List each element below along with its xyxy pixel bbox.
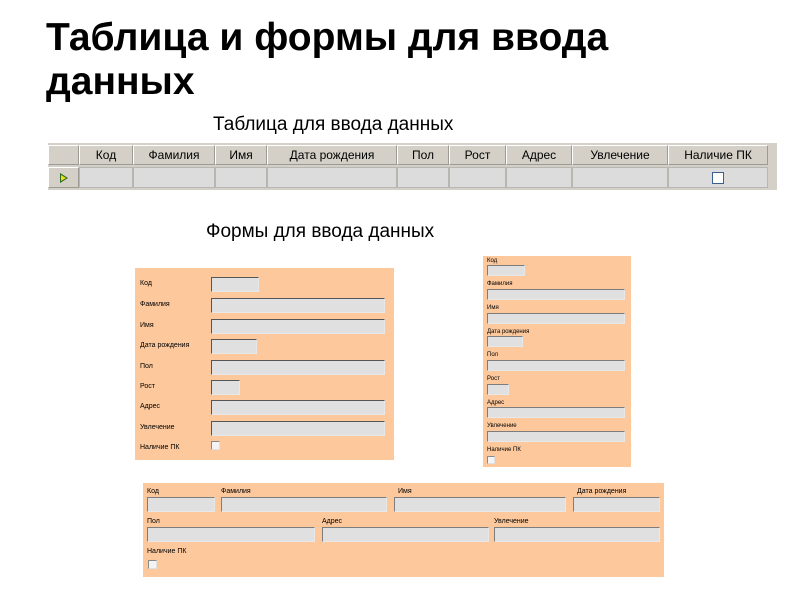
- label-sex: Пол: [140, 363, 153, 370]
- tabular-form: [143, 483, 664, 577]
- label-has-pc: Наличие ПК: [140, 444, 180, 451]
- label-code: Код: [487, 258, 498, 264]
- sex-field[interactable]: [147, 527, 315, 542]
- label-surname: Фамилия: [140, 301, 170, 308]
- birthdate-field[interactable]: [573, 497, 660, 512]
- column-header-address[interactable]: Адрес: [506, 145, 572, 165]
- code-field[interactable]: [487, 265, 525, 276]
- row-selector-header[interactable]: [48, 145, 79, 165]
- code-field[interactable]: [211, 277, 259, 292]
- label-birthdate: Дата рождения: [140, 342, 190, 349]
- label-hobby: Увлечение: [140, 424, 175, 431]
- sex-field[interactable]: [487, 360, 625, 371]
- column-header-has-pc[interactable]: Наличие ПК: [668, 145, 768, 165]
- label-code: Код: [147, 488, 159, 495]
- has-pc-checkbox[interactable]: [148, 560, 157, 569]
- label-code: Код: [140, 280, 152, 287]
- column-header-height[interactable]: Рост: [449, 145, 506, 165]
- has-pc-checkbox[interactable]: [712, 172, 724, 184]
- label-hobby: Увлечение: [487, 423, 517, 429]
- forms-caption: Формы для ввода данных: [206, 221, 435, 242]
- label-address: Адрес: [487, 400, 505, 406]
- label-surname: Фамилия: [487, 281, 513, 287]
- label-birthdate: Дата рождения: [577, 488, 627, 495]
- name-field[interactable]: [487, 313, 625, 324]
- label-height: Рост: [140, 383, 155, 390]
- column-header-code[interactable]: Код: [79, 145, 133, 165]
- table-row: [48, 167, 768, 188]
- table-header-row: [48, 145, 768, 165]
- column-header-name[interactable]: Имя: [215, 145, 267, 165]
- label-name: Имя: [398, 488, 412, 495]
- label-has-pc: Наличие ПК: [147, 548, 187, 555]
- hobby-field[interactable]: [494, 527, 660, 542]
- label-address: Адрес: [140, 403, 161, 410]
- label-address: Адрес: [322, 518, 343, 525]
- datasheet-table: [48, 143, 777, 190]
- label-name: Имя: [487, 305, 499, 311]
- label-surname: Фамилия: [221, 488, 251, 495]
- cell-address[interactable]: [506, 167, 572, 188]
- cell-birthdate[interactable]: [267, 167, 397, 188]
- birthdate-field[interactable]: [211, 339, 257, 354]
- page-title: Таблица и формы для ввода данных: [46, 16, 609, 103]
- name-field[interactable]: [211, 319, 385, 334]
- label-sex: Пол: [487, 352, 499, 358]
- hobby-field[interactable]: [487, 431, 625, 442]
- has-pc-checkbox[interactable]: [211, 441, 220, 450]
- label-has-pc: Наличие ПК: [487, 447, 521, 453]
- surname-field[interactable]: [221, 497, 387, 512]
- columnar-form: [135, 268, 394, 460]
- birthdate-field[interactable]: [487, 336, 523, 347]
- address-field[interactable]: [322, 527, 489, 542]
- height-field[interactable]: [487, 384, 509, 395]
- column-header-hobby[interactable]: Увлечение: [572, 145, 668, 165]
- sex-field[interactable]: [211, 360, 385, 375]
- new-record-icon: [60, 173, 68, 183]
- column-header-birthdate[interactable]: Дата рождения: [267, 145, 397, 165]
- stacked-form: [483, 256, 631, 467]
- cell-has-pc[interactable]: [668, 167, 768, 188]
- cell-hobby[interactable]: [572, 167, 668, 188]
- cell-name[interactable]: [215, 167, 267, 188]
- cell-sex[interactable]: [397, 167, 449, 188]
- hobby-field[interactable]: [211, 421, 385, 436]
- cell-surname[interactable]: [133, 167, 215, 188]
- height-field[interactable]: [211, 380, 240, 395]
- column-header-surname[interactable]: Фамилия: [133, 145, 215, 165]
- code-field[interactable]: [147, 497, 215, 512]
- label-hobby: Увлечение: [494, 518, 529, 525]
- name-field[interactable]: [394, 497, 566, 512]
- label-sex: Пол: [147, 518, 160, 525]
- address-field[interactable]: [211, 400, 385, 415]
- address-field[interactable]: [487, 407, 625, 418]
- column-header-sex[interactable]: Пол: [397, 145, 449, 165]
- label-birthdate: Дата рождения: [487, 329, 530, 335]
- has-pc-checkbox[interactable]: [487, 456, 495, 464]
- surname-field[interactable]: [487, 289, 625, 300]
- cell-code[interactable]: [79, 167, 133, 188]
- row-selector[interactable]: [48, 167, 79, 188]
- surname-field[interactable]: [211, 298, 385, 313]
- table-caption: Таблица для ввода данных: [213, 114, 454, 135]
- label-name: Имя: [140, 322, 154, 329]
- cell-height[interactable]: [449, 167, 506, 188]
- label-height: Рост: [487, 376, 500, 382]
